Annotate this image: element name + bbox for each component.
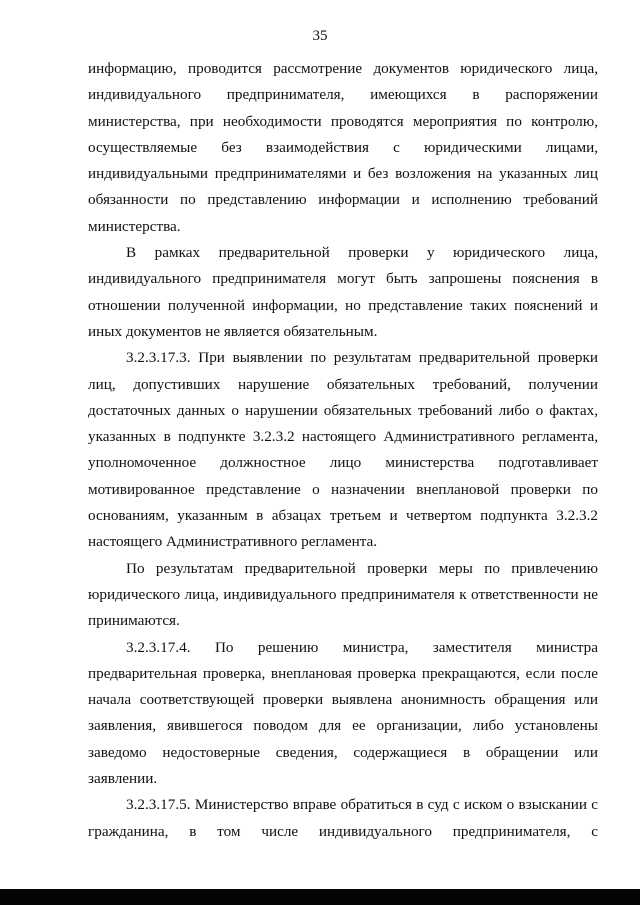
paragraph-continuation: информацию, проводится рассмотрение документов юридического лица, индивидуального предпринимателя, имеющихся в распоряжении министерства, при необходимости проводятся мероприятия по контролю, осуществляемые без взаимодействия с юридическими лицами, индивидуальными предпринимателями и без возложения на указанных лиц обязанности по представлению информации и исполнению требований министерства. [88,60,598,235]
paragraph-no-liability-measures: По результатам предварительной проверки меры по привлечению юридического лица, индивидуального предпринимателя к ответственности не принимаются. [88,559,598,630]
paragraph-3-2-3-17-3: 3.2.3.17.3. При выявлении по результатам предварительной проверки лиц, допустивших нарушение обязательных требований, получении достаточных данных о нарушении обязательных требований либо о фактах, указанных в подпункте 3.2.3.2 настоящего Административного регламента, уполномоченное должностное лицо министерства подготавливает мотивированное представление о назначении внеплановой проверки по основаниям, указанным в абзацах третьем и четвертом подпункта 3.2.3.2 настоящего Административного регламента. [88,349,598,551]
scan-bottom-edge [0,889,640,905]
paragraph-3-2-3-17-5: 3.2.3.17.5. Министерство вправе обратиться в суд с иском о взыскании с гражданина, в том числе индивидуального предпринимателя, с [88,796,598,840]
page-body [88,56,598,845]
page-number: 35 [312,28,328,44]
paragraph-3-2-3-17-4: 3.2.3.17.4. По решению министра, заместителя министра предварительная проверка, внеплановая проверка прекращаются, если после начала соответствующей проверки выявлена анонимность обращения или заявления, явившегося поводом для ее организации, либо установлены заведомо недостоверные сведения, содержащиеся в обращении или заявлении. [88,638,598,788]
paragraph-preliminary-check-explanations: В рамках предварительной проверки у юридического лица, индивидуального предпринимателя могут быть запрошены пояснения в отношении полученной информации, но представление таких пояснений и иных документов не является обязательным. [88,244,598,340]
